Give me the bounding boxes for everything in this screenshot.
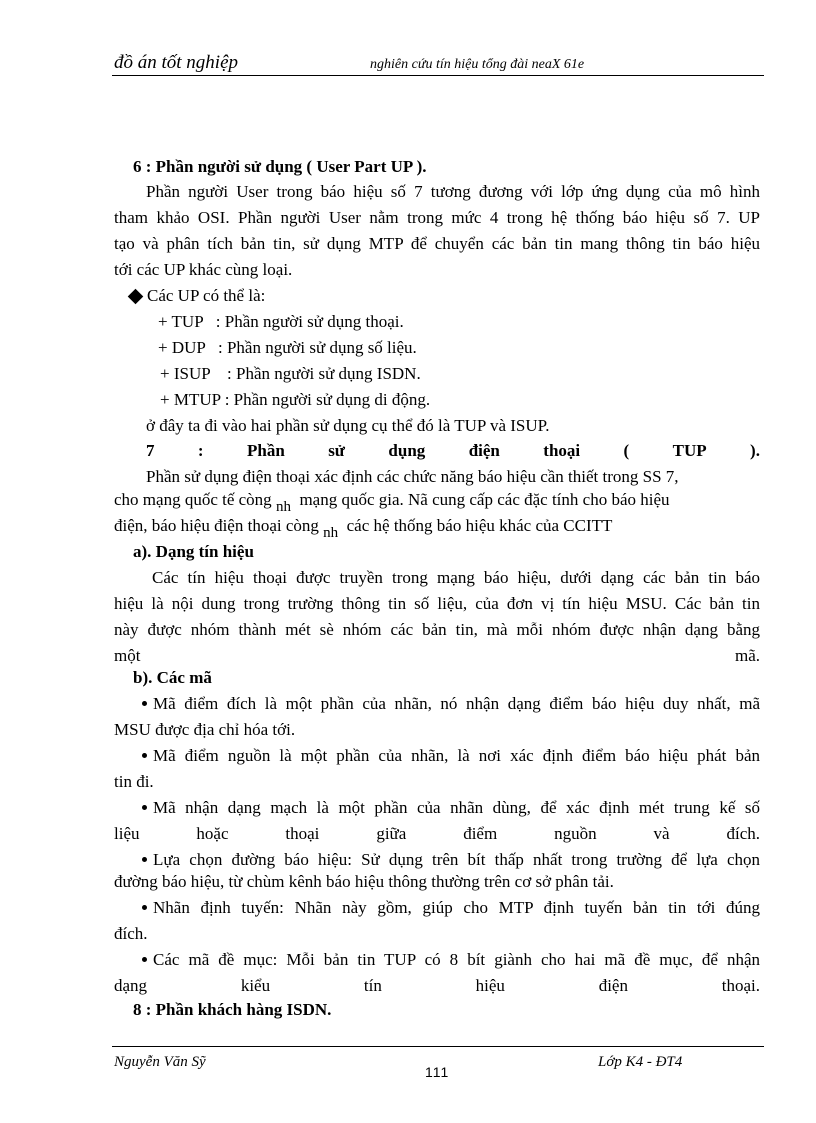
up-intro: Các UP có thể là: <box>126 285 772 307</box>
heading-section-7: 7 : Phần sử dụng điện thoại ( TUP ). <box>146 441 760 460</box>
up-list-item: + MTUP : Phần người sử dụng di động. <box>160 390 431 409</box>
bullet-icon <box>142 805 147 810</box>
bullet-icon <box>142 753 147 758</box>
paragraph-line: điện, báo hiệu điện thoại còng nh các hệ thống báo hiệu khác của CCITT <box>114 516 613 541</box>
list-item-continuation: đích. <box>114 924 148 943</box>
list-item-continuation: MSU được địa chỉ hóa tới. <box>114 720 296 739</box>
list-item-continuation: tin đi. <box>114 772 154 791</box>
bullet-icon <box>142 701 147 706</box>
paragraph-line: Phần người User trong báo hiệu số 7 tương đương với lớp ứng dụng của mô hình <box>146 182 760 201</box>
paragraph-line: Phần sử dụng điện thoại xác định các chức năng báo hiệu cần thiết trong SS 7, <box>146 467 679 486</box>
list-item-continuation: đường báo hiệu, từ chùm kênh báo hiệu thông thường trên cơ sở phân tải. <box>114 872 614 891</box>
page-number: 111 <box>425 1064 450 1080</box>
up-list-item: + TUP : Phần người sử dụng thoại. <box>158 312 404 331</box>
paragraph-line: hiệu là nội dung trong trường thông tin số liệu, của đơn vị tín hiệu MSU. Các bản tin <box>114 594 760 613</box>
paragraph-line: tạo và phân tích bản tin, sử dụng MTP để chuyển các bản tin mang thông tin báo hiệu <box>114 234 760 253</box>
footer-class: Lớp K4 - ĐT4 <box>598 1054 683 1070</box>
paragraph-line: ở đây ta đi vào hai phần sử dụng cụ thể đó là TUP và ISUP. <box>146 416 550 435</box>
heading-section-8: 8 : Phần khách hàng ISDN. <box>133 1000 332 1019</box>
bullet-icon <box>142 905 147 910</box>
header-rule <box>112 75 764 76</box>
list-item: Mã điểm đích là một phần của nhãn, nó nhận dạng điểm báo hiệu duy nhất, mã <box>130 693 760 715</box>
up-list-item: + DUP : Phần người sử dụng số liệu. <box>158 338 417 357</box>
bullet-icon <box>142 857 147 862</box>
diamond-bullet-icon <box>128 288 144 304</box>
list-item: Lựa chọn đường báo hiệu: Sử dụng trên bít thấp nhất trong trường để lựa chọn <box>130 849 760 871</box>
footer-author: Nguyễn Văn Sỹ <box>114 1054 206 1070</box>
list-item: Mã nhận dạng mạch là một phần của nhãn dùng, để xác định mét trung kế số <box>130 797 760 819</box>
paragraph-line: tham khảo OSI. Phần người User nằm trong mức 4 trong hệ thống báo hiệu số 7. UP <box>114 208 760 227</box>
paragraph-line: tới các UP khác cùng loại. <box>114 260 293 279</box>
up-list-item: + ISUP : Phần người sử dụng ISDN. <box>160 364 421 383</box>
paragraph-line: cho mạng quốc tế còng nh mạng quốc gia. Nã cung cấp các đặc tính cho báo hiệu <box>114 490 670 515</box>
list-item-continuation: dạng kiểu tín hiệu điện thoại. <box>114 976 760 995</box>
paragraph-line: một mã. <box>114 646 760 665</box>
list-item: Mã điểm nguồn là một phần của nhãn, là nơi xác định điểm báo hiệu phát bản <box>130 745 760 767</box>
header-right-title: nghiên cứu tín hiệu tổng đài neaX 61e <box>370 57 585 72</box>
heading-section-6: 6 : Phần người sử dụng ( User Part UP ). <box>133 157 427 176</box>
list-item: Các mã đề mục: Mỗi bản tin TUP có 8 bít giành cho hai mã đề mục, để nhận <box>130 949 760 971</box>
bullet-icon <box>142 957 147 962</box>
header-left-title: đồ án tốt nghiệp <box>114 52 239 73</box>
footer-rule <box>112 1046 764 1047</box>
paragraph-line: Các tín hiệu thoại được truyền trong mạng báo hiệu, dưới dạng các bản tin báo <box>152 568 760 587</box>
heading-a: a). Dạng tín hiệu <box>133 542 254 561</box>
paragraph-line: này được nhóm thành mét sè nhóm các bản tin, mà mỗi nhóm được nhận dạng bằng <box>114 620 760 639</box>
list-item: Nhãn định tuyến: Nhãn này gồm, giúp cho MTP định tuyến bản tin tới đúng <box>130 897 760 919</box>
list-item-continuation: liệu hoặc thoại giữa điểm nguồn và đích. <box>114 824 760 843</box>
heading-b: b). Các mã <box>133 668 212 687</box>
